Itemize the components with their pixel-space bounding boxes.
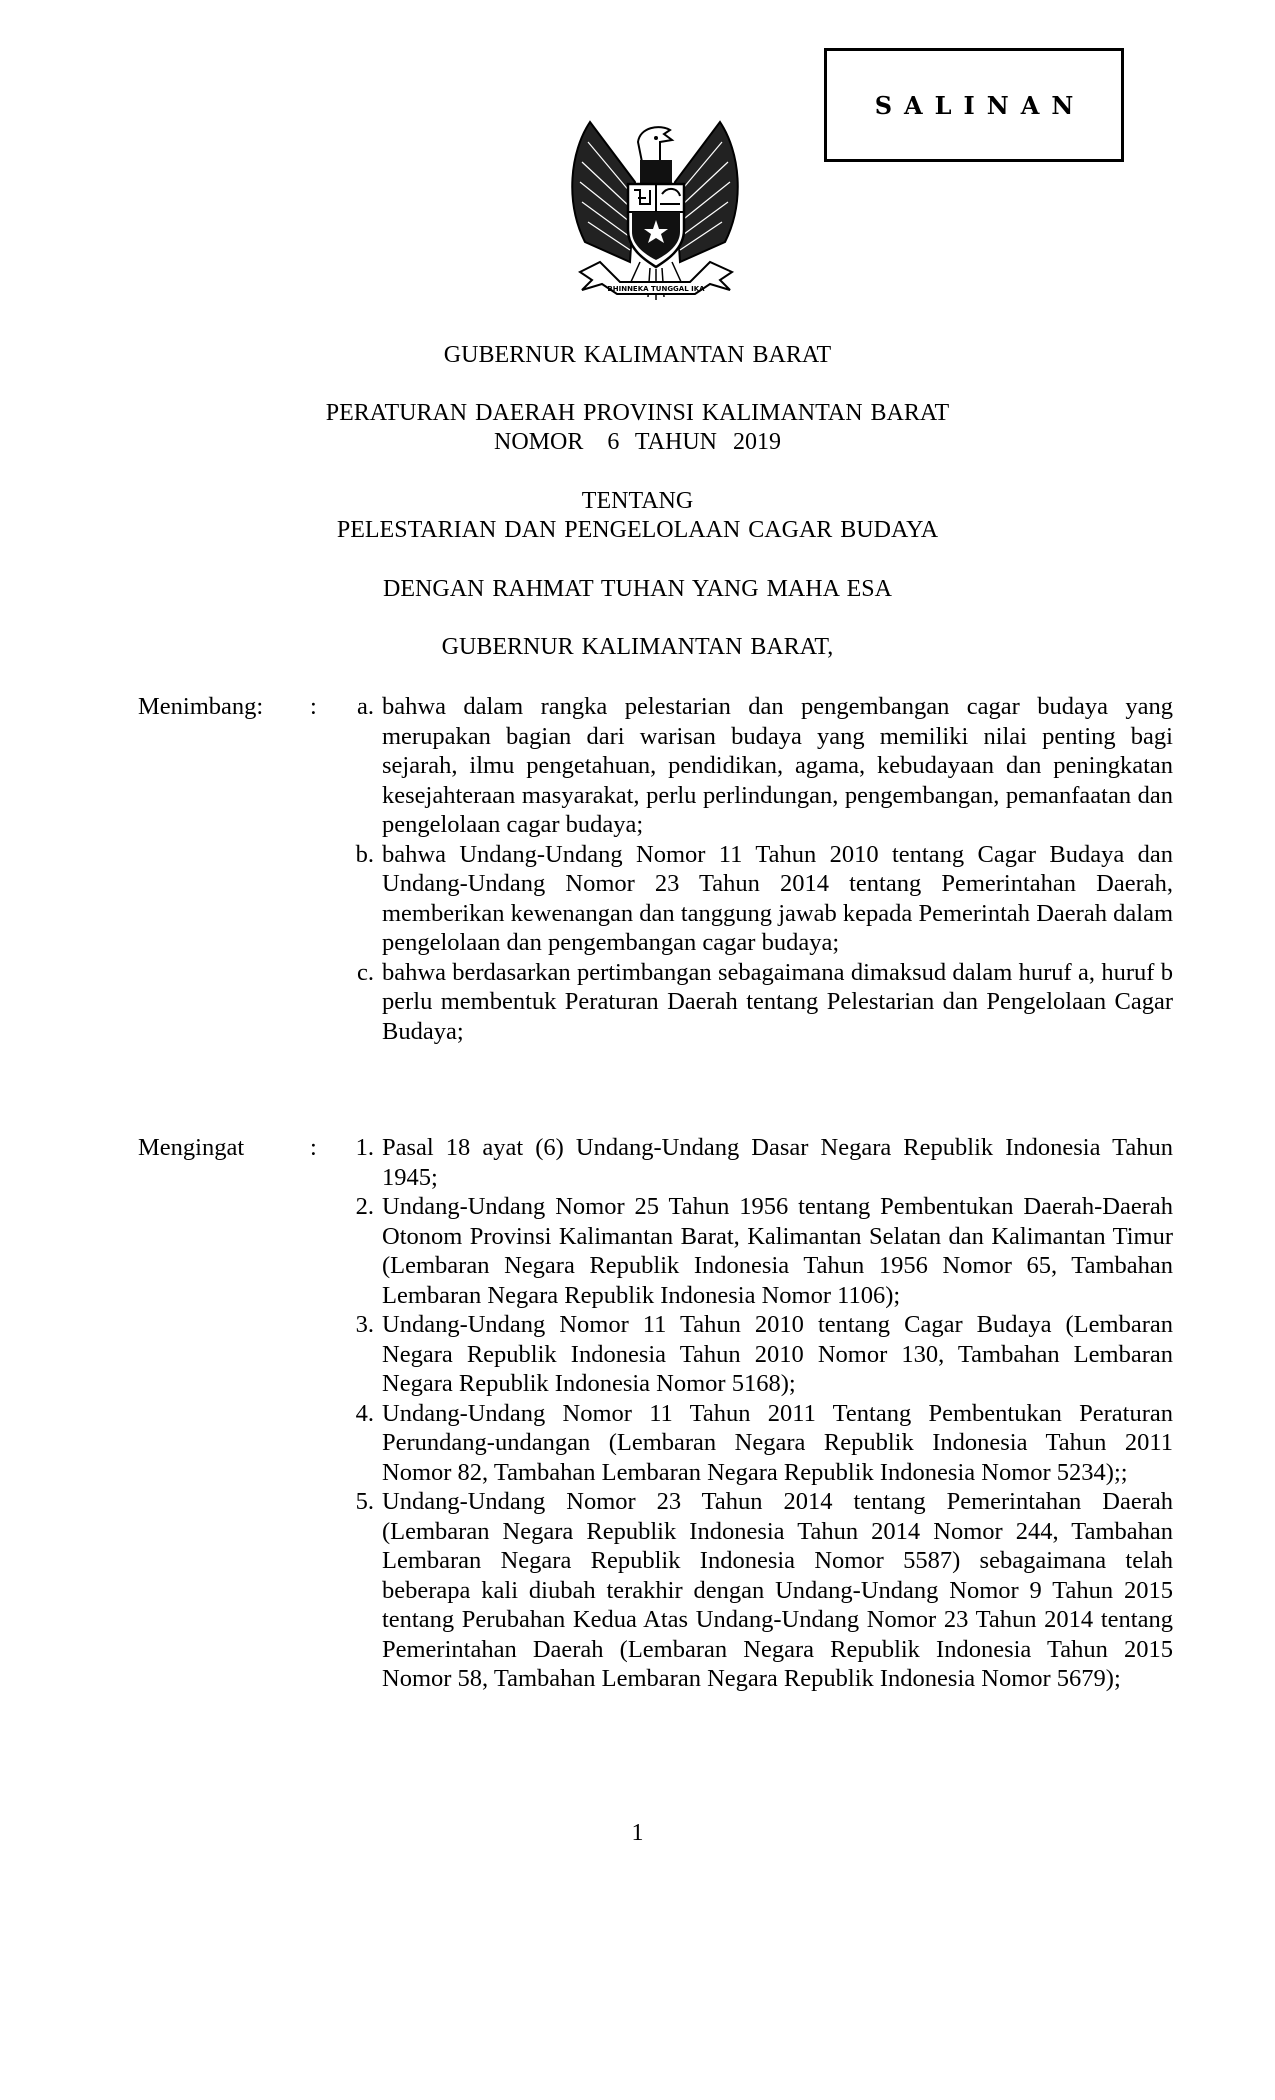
mengingat-label: Mengingat	[138, 1134, 245, 1161]
item-marker: 4.	[355, 1399, 374, 1427]
item-text: Undang-Undang Nomor 23 Tahun 2014 tentang Pemerintahan Daerah (Lembaran Negara Republik Indonesia Tahun 2014 Nomor 244, Tambahan Lembaran Negara Republik Indonesia Nomor 5587) sebagaimana telah beberapa kali diubah terakhir dengan Undang-Undang Nomor 9 Tahun 2015 tentang Perubahan Kedua Atas Undang-Undang Nomor 23 Tahun 2014 tentang Pemerintahan Daerah (Lembaran Negara Republik Indonesia Tahun 2015 Nomor 58, Tambahan Lembaran Negara Republik Indonesia Nomor 5679);	[382, 1488, 1173, 1692]
regulation-number: NOMOR 6 TAHUN 2019	[494, 429, 781, 455]
salinan-label: SALINAN	[874, 90, 1086, 120]
item-text: Pasal 18 ayat (6) Undang-Undang Dasar Negara Republik Indonesia Tahun 1945;	[382, 1134, 1173, 1191]
regulation-title: PERATURAN DAERAH PROVINSI KALIMANTAN BARAT	[325, 400, 950, 426]
item-text: bahwa Undang-Undang Nomor 11 Tahun 2010 tentang Cagar Budaya dan Undang-Undang Nomor 23 Tahun 2014 tentang Pemerintahan Daerah, memberikan kewenangan dan tanggung jawab kepada Pemerintah Daerah dalam pengelolaan dan pengembangan cagar budaya;	[382, 840, 1173, 956]
menimbang-label: Menimbang:	[138, 693, 264, 720]
item-marker: 2.	[355, 1193, 374, 1220]
mengingat-item	[340, 1310, 1173, 1399]
menimbang-section	[138, 692, 1173, 1046]
item-marker: 5.	[355, 1488, 374, 1515]
mengingat-colon: :	[310, 1134, 317, 1161]
item-marker: b.	[355, 840, 374, 868]
item-text: Undang-Undang Nomor 11 Tahun 2011 Tentang Pembentukan Peraturan Perundang-undangan (Lembaran Negara Republik Indonesia Tahun 2011 Nomor 82, Tambahan Lembaran Negara Republik Indonesia Nomor 5234);;	[382, 1399, 1173, 1486]
page-number: 1	[631, 1820, 644, 1846]
item-marker: c.	[357, 958, 374, 986]
menimbang-colon: :	[310, 693, 317, 720]
mengingat-item	[340, 1192, 1173, 1310]
menimbang-list	[340, 692, 1173, 1046]
signatory-heading: GUBERNUR KALIMANTAN BARAT,	[441, 634, 834, 660]
regulation-subject: PELESTARIAN DAN PENGELOLAAN CAGAR BUDAYA	[336, 517, 939, 543]
menimbang-item	[340, 692, 1173, 840]
mengingat-section	[138, 1133, 1173, 1694]
issuer-heading: GUBERNUR KALIMANTAN BARAT	[443, 342, 832, 368]
menimbang-item	[340, 840, 1173, 958]
mengingat-list	[340, 1133, 1173, 1694]
mengingat-item	[340, 1399, 1173, 1488]
item-marker: a.	[357, 693, 374, 720]
item-text: Undang-Undang Nomor 25 Tahun 1956 tentang Pembentukan Daerah-Daerah Otonom Provinsi Kalimantan Barat, Kalimantan Selatan dan Kalimantan Timur (Lembaran Negara Republik Indonesia Tahun 1956 Nomor 65, Tambahan Lembaran Negara Republik Indonesia Nomor 1106);	[382, 1193, 1173, 1309]
item-text: Undang-Undang Nomor 11 Tahun 2010 tentang Cagar Budaya (Lembaran Negara Republik Indonesia Tahun 2010 Nomor 130, Tambahan Lembaran Negara Republik Indonesia Nomor 5168);	[382, 1311, 1173, 1397]
emblem-motto: BHINNEKA TUNGGAL IKA	[607, 285, 705, 293]
garuda-pancasila-emblem-icon	[560, 112, 750, 307]
about-label: TENTANG	[581, 488, 694, 514]
invocation-line: DENGAN RAHMAT TUHAN YANG MAHA ESA	[383, 576, 892, 602]
item-text: bahwa berdasarkan pertimbangan sebagaimana dimaksud dalam huruf a, huruf b perlu membentuk Peraturan Daerah tentang Pelestarian dan Pengelolaan Cagar Budaya;	[382, 958, 1173, 1045]
item-marker: 3.	[355, 1311, 374, 1338]
item-text: bahwa dalam rangka pelestarian dan pengembangan cagar budaya yang merupakan bagian dari warisan budaya yang memiliki nilai penting bagi sejarah, ilmu pengetahuan, pendidikan, agama, kebudayaan dan peningkatan kesejahteraan masyarakat, perlu perlindungan, pengembangan, pemanfaatan dan pengelolaan cagar budaya;	[382, 693, 1173, 838]
mengingat-item	[340, 1487, 1173, 1694]
salinan-stamp	[824, 48, 1124, 162]
menimbang-item	[340, 958, 1173, 1047]
mengingat-item	[340, 1133, 1173, 1192]
item-marker: 1.	[355, 1134, 374, 1161]
